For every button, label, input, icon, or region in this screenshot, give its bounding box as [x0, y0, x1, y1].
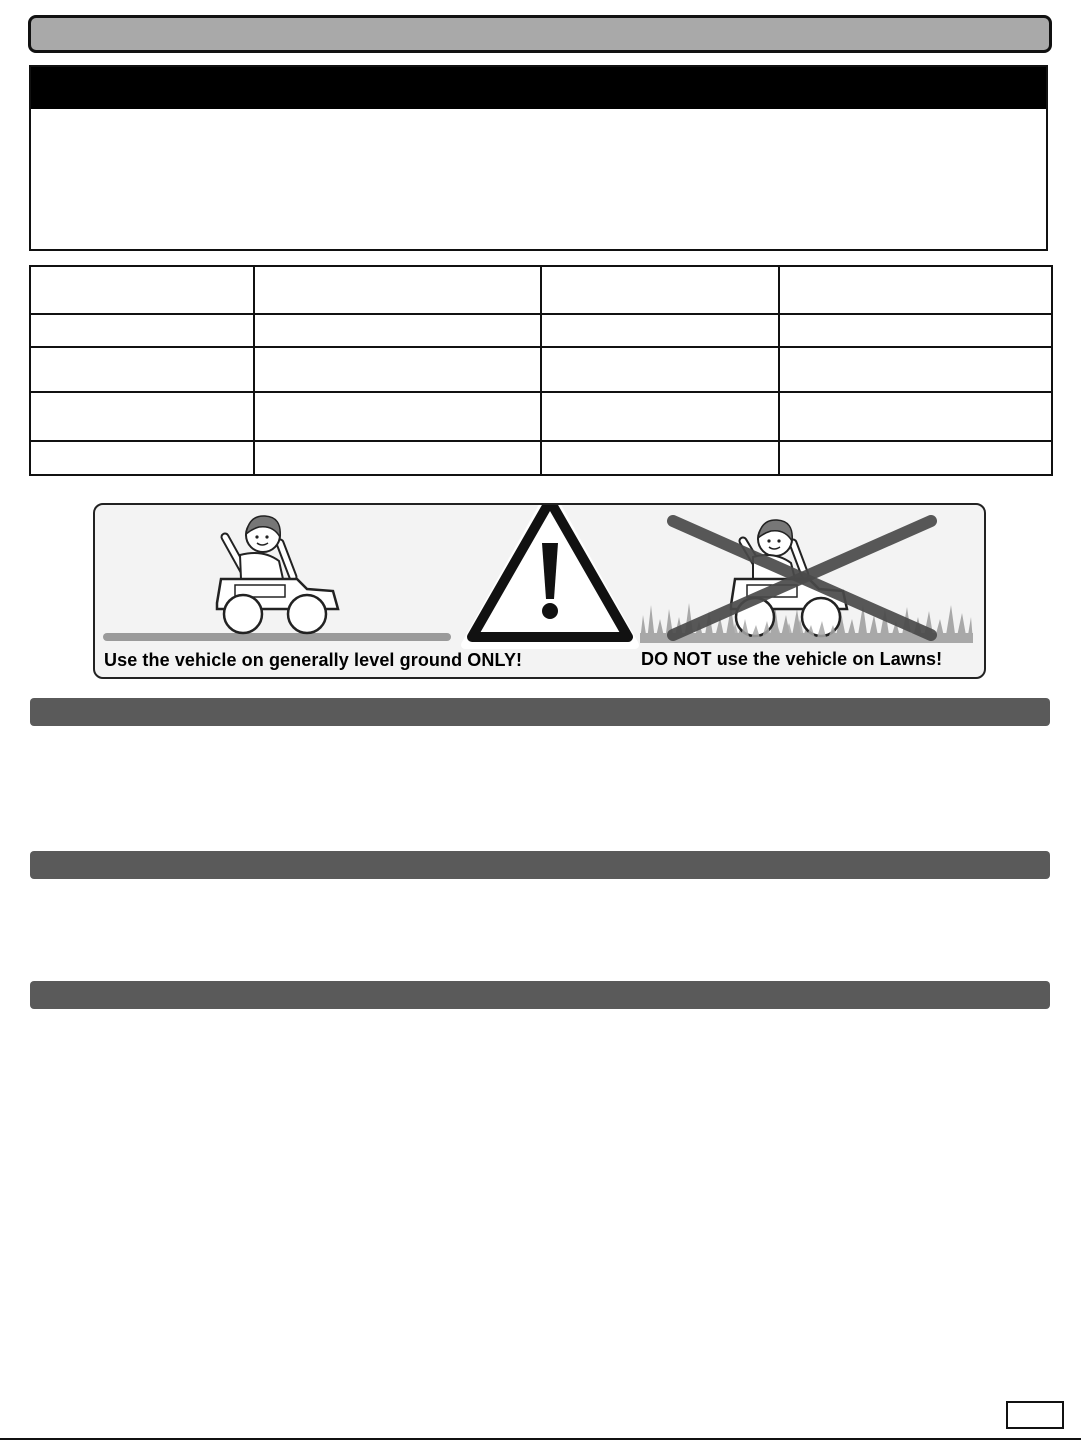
page-number-box — [1006, 1401, 1064, 1429]
table-cell — [30, 347, 254, 392]
bottom-rule — [0, 1438, 1081, 1440]
table-row — [30, 314, 1052, 347]
table-cell — [254, 392, 541, 441]
table-row — [30, 347, 1052, 392]
child-on-vehicle-lawn-crossed-icon — [640, 520, 973, 643]
table-cell — [30, 392, 254, 441]
section-header-bar — [30, 981, 1050, 1009]
table-cell — [779, 314, 1052, 347]
section-header-bar — [30, 698, 1050, 726]
no-lawns-caption: DO NOT use the vehicle on Lawns! — [641, 649, 943, 669]
table-cell — [541, 314, 779, 347]
table-cell — [30, 441, 254, 475]
table-cell — [254, 347, 541, 392]
table-cell — [254, 441, 541, 475]
table-cell — [254, 266, 541, 314]
terrain-warning-panel — [93, 503, 986, 679]
table-row — [30, 392, 1052, 441]
table-cell — [30, 314, 254, 347]
warning-triangle-icon — [465, 505, 635, 645]
table-cell — [779, 441, 1052, 475]
table-cell — [779, 392, 1052, 441]
child-on-vehicle-level-ground-icon — [107, 516, 447, 637]
table-cell — [541, 392, 779, 441]
table-cell — [541, 347, 779, 392]
info-box — [29, 65, 1048, 251]
level-ground-caption: Use the vehicle on generally level ground ONLY! — [104, 650, 523, 670]
table-cell — [779, 347, 1052, 392]
table-row — [30, 266, 1052, 314]
spec-table — [29, 265, 1053, 476]
table-cell — [541, 441, 779, 475]
table-cell — [779, 266, 1052, 314]
table-cell — [541, 266, 779, 314]
page-header-bar — [28, 15, 1052, 53]
section-header-bar — [30, 851, 1050, 879]
table-cell — [30, 266, 254, 314]
info-box-header — [31, 67, 1046, 109]
table-cell — [254, 314, 541, 347]
table-row — [30, 441, 1052, 475]
